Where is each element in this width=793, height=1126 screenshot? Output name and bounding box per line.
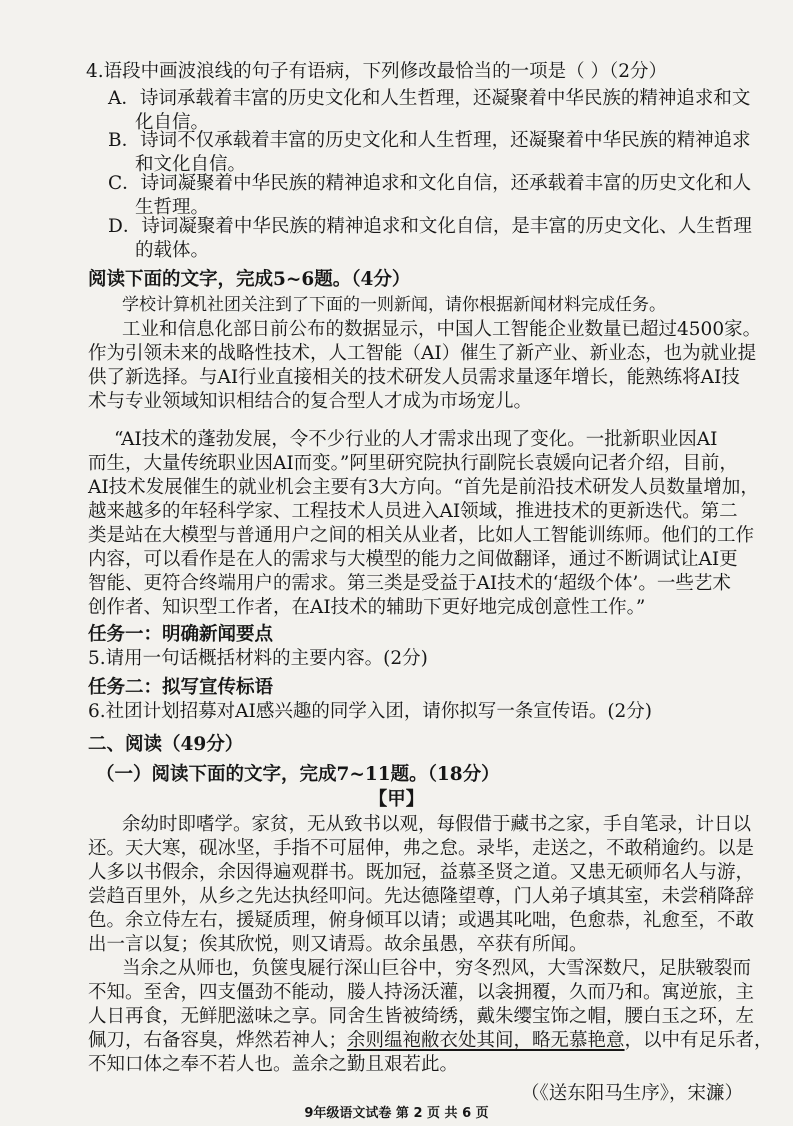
classical-line: 还。天大寒，砚冰坚，手指不可屈伸，弗之怠。录毕，走送之，不敢稍逾约。以是 [88,838,755,859]
news-line: 工业和信息化部日前公布的数据显示，中国人工智能企业数量已超过4500家。 [122,319,762,340]
task1-title: 任务一：明确新闻要点 [88,624,274,645]
news-line: 而生，大量传统职业因AI而变。”阿里研究院执行副院长袁媛向记者介绍，目前， [88,453,738,474]
news-line: AI技术发展催生的就业机会主要有3大方向。“首先是前沿技术研发人员数量增加， [88,477,759,498]
news-line: 类是站在大模型与普通用户之间的相关从业者，比如人工智能训练师。他们的工作 [88,525,755,546]
classical-line: 不知。至舍，四支僵劲不能动，媵人持汤沃灌，以衾拥覆，久而乃和。寓逆旅，主 [88,982,755,1003]
classical-line: 尝趋百里外，从乡之先达执经叩问。先达德隆望尊，门人弟子填其室，未尝稍降辞 [88,886,755,907]
q4-option-b: B．诗词不仅承载着丰富的历史文化和人生哲理，还凝聚着中华民族的精神追求 [108,130,751,151]
classical-line: 色。余立侍左右，援疑质理，俯身倾耳以请；或遇其叱咄，色愈恭，礼愈至，不敢 [88,910,755,931]
news-line: 智能、更符合终端用户的需求。第三类是受益于AI技术的‘超级个体’。一些艺术 [88,573,731,594]
news-line: 越来越多的年轻科学家、工程技术人员进入AI领域，推进技术的更新迭代。第二 [88,501,738,522]
classical-line: 余幼时即嗜学。家贫，无从致书以观，每假借于藏书之家，手自笔录，计日以 [122,814,752,835]
news-line: 供了新选择。与AI行业直接相关的技术研发人员需求量逐年增长，能熟练将AI技 [88,367,740,388]
section-title: 二、阅读（49分） [88,734,244,755]
q4-option-c: C．诗词凝聚着中华民族的精神追求和文化自信，还承载着丰富的历史文化和人 [108,173,752,194]
q4-option-a: A．诗词承载着丰富的历史文化和人生哲理，还凝聚着中华民族的精神追求和文 [108,88,751,109]
q4-stem: 4.语段中画波浪线的句子有语病，下列修改最恰当的一项是（ ）（2分） [86,61,668,82]
question-5: 5.请用一句话概括材料的主要内容。(2分) [88,648,428,669]
classical-line: 人多以书假余，余因得遍观群书。既加冠，益慕圣贤之道。又患无硕师名人与游， [88,862,755,883]
q4-option-c-cont: 生哲理。 [135,197,210,218]
line-segment: 佩刀，右备容臭，烨然若神人； [88,1030,348,1051]
source-citation: （《送东阳马生序》，宋濂） [520,1083,743,1104]
news-line: 术与专业领域知识相结合的复合型人才成为市场宠儿。 [88,391,533,412]
classical-line: 不知口体之奉不若人也。盖余之勤且艰若此。 [88,1054,459,1075]
classical-line-with-underline [88,1029,773,1053]
news-line: “AI技术的蓬勃发展，令不少行业的人才需求出现了变化。一批新职业因AI [114,429,718,450]
classical-line: 当余之从师也，负箧曳屣行深山巨谷中，穷冬烈风，大雪深数尺，足肤皲裂而 [122,958,752,979]
section-subtitle: （一）阅读下面的文字，完成7~11题。（18分） [96,764,500,785]
q4-option-a-cont: 化自信。 [135,112,210,133]
classical-line: 人日再食，无鲜肥滋味之享。同舍生皆被绮绣，戴朱缨宝饰之帽，腰白玉之环，左 [88,1006,755,1027]
q4-option-d: D．诗词凝聚着中华民族的精神追求和文化自信，是丰富的历史文化、人生哲理 [108,216,752,237]
reading-heading: 阅读下面的文字，完成5~6题。（4分） [88,269,411,290]
news-line: 创作者、知识型工作者，在AI技术的辅助下更好地完成创意性工作。” [88,597,646,618]
page-footer: 9年级语文试卷 第 2 页 共 6 页 [304,1106,489,1121]
text-label-jia: 【甲】 [368,789,425,810]
q4-option-b-cont: 和文化自信。 [135,154,247,175]
reading-intro: 学校计算机社团关注到了下面的一则新闻，请你根据新闻材料完成任务。 [122,295,666,315]
question-6: 6.社团计划招募对AI感兴趣的同学入团，请你拟写一条宣传语。(2分) [88,701,653,722]
q4-option-d-cont: 的载体。 [135,240,210,261]
news-line: 作为引领未来的战略性技术，人工智能（AI）催生了新产业、新业态，也为就业提 [88,343,757,364]
task2-title: 任务二：拟写宣传标语 [88,677,274,698]
line-segment: ，以中有足乐者， [624,1030,773,1051]
underlined-sentence: 余则缊袍敝衣处其间，略无慕艳意 [347,1030,625,1051]
classical-line: 出一言以复；俟其欣悦，则又请焉。故余虽愚，卒获有所闻。 [88,934,588,955]
news-line: 内容，可以看作是在人的需求与大模型的能力之间做翻译，通过不断调试让AI更 [88,549,738,570]
